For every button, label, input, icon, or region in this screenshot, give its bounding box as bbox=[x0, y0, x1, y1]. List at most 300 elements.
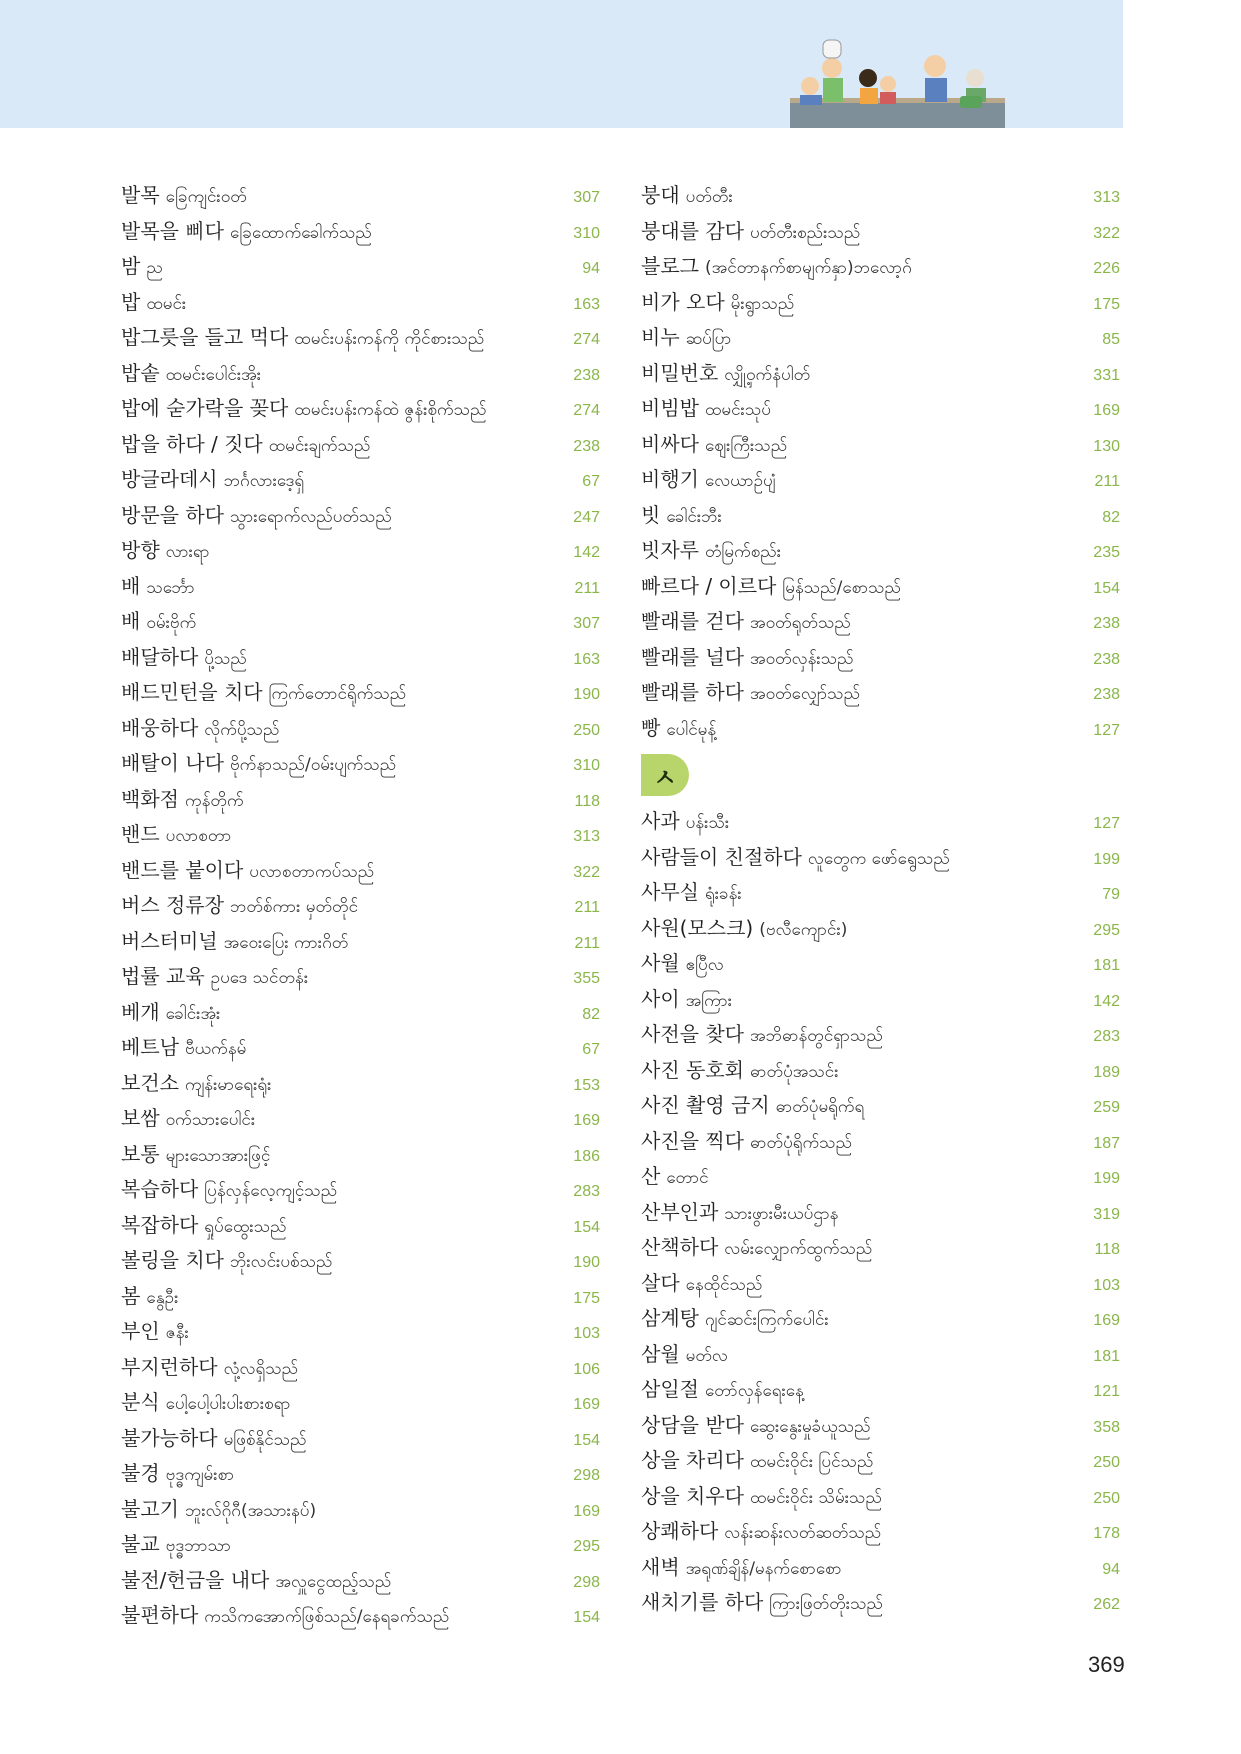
entry-page: 127 bbox=[1093, 815, 1120, 832]
index-entry bbox=[641, 982, 1120, 1018]
entry-korean: 밴드 bbox=[121, 822, 160, 846]
index-entry bbox=[121, 320, 600, 356]
entry-korean: 새치기를 하다 bbox=[641, 1590, 764, 1614]
entry-myanmar: ဗိုက်နာသည်/ဝမ်းပျက်သည် bbox=[229, 755, 397, 775]
entry-term bbox=[641, 1017, 883, 1055]
entry-page: 163 bbox=[573, 295, 600, 313]
entry-page: 295 bbox=[1093, 921, 1120, 939]
index-entry bbox=[121, 1208, 600, 1244]
entry-myanmar: ဓာတ်ပုံမရိုက်ရ bbox=[775, 1097, 865, 1117]
entry-term bbox=[641, 462, 775, 500]
entry-term bbox=[641, 1514, 881, 1552]
entry-korean: 비밀번호 bbox=[641, 360, 719, 385]
entry-myanmar: လန်းဆန်းလတ်ဆတ်သည် bbox=[724, 1523, 882, 1543]
index-entry bbox=[641, 1017, 1120, 1053]
entry-korean: 볼링을 치다 bbox=[121, 1248, 224, 1272]
entry-korean: 베개 bbox=[121, 999, 160, 1024]
entry-myanmar: ဆွေးနွေးမှုခံယူသည် bbox=[749, 1416, 871, 1437]
entry-page: 283 bbox=[573, 1183, 600, 1200]
entry-term bbox=[121, 817, 231, 855]
index-entry bbox=[641, 1088, 1120, 1124]
entry-korean: 빨래를 하다 bbox=[641, 680, 744, 704]
index-entry bbox=[641, 1230, 1120, 1266]
entry-term bbox=[121, 498, 392, 536]
entry-myanmar: အကြား bbox=[685, 990, 733, 1011]
entry-korean: 밥솥 bbox=[121, 360, 160, 385]
entry-page: 250 bbox=[573, 721, 600, 739]
index-entry bbox=[121, 1066, 600, 1102]
index-entry bbox=[121, 995, 600, 1031]
entry-myanmar: တော်လှန်ရေးနေ့ bbox=[704, 1381, 804, 1401]
index-entry bbox=[641, 946, 1120, 982]
entry-myanmar: (ဗလီကျောင်း) bbox=[759, 919, 848, 940]
entry-term bbox=[641, 356, 810, 394]
entry-page: 238 bbox=[1093, 650, 1120, 668]
entry-korean: 삼월 bbox=[641, 1341, 680, 1366]
entry-korean: 불교 bbox=[121, 1532, 160, 1556]
entry-page: 85 bbox=[1102, 331, 1120, 348]
entry-korean: 봄 bbox=[121, 1283, 141, 1308]
entry-term bbox=[641, 569, 901, 607]
entry-myanmar: ဗီယက်နမ် bbox=[184, 1039, 247, 1059]
entry-korean: 새벽 bbox=[641, 1554, 680, 1579]
entry-term bbox=[641, 711, 716, 749]
entry-myanmar: ဓာတ်ပုံအသင်း bbox=[749, 1061, 839, 1082]
entry-myanmar: ဇနီး bbox=[165, 1323, 189, 1343]
entry-term bbox=[641, 1053, 839, 1091]
index-entry bbox=[121, 746, 600, 782]
index-entry bbox=[121, 1385, 600, 1421]
index-entry bbox=[641, 320, 1120, 356]
entry-myanmar: လျှို့ဝှက်နံပါတ် bbox=[724, 364, 811, 385]
entry-term bbox=[641, 1550, 842, 1588]
index-entry bbox=[121, 1172, 600, 1208]
entry-myanmar: ဥပဒေ သင်တန်း bbox=[210, 968, 309, 988]
entry-term bbox=[641, 875, 742, 913]
entry-korean: 불고기 bbox=[121, 1496, 179, 1521]
entry-myanmar: နွေဦး bbox=[146, 1287, 179, 1308]
entry-term bbox=[641, 391, 771, 429]
entry-term bbox=[121, 1350, 298, 1388]
entry-term bbox=[641, 640, 854, 678]
entry-term bbox=[121, 711, 279, 749]
entry-korean: 빠르다 / 이르다 bbox=[641, 573, 777, 598]
entry-term bbox=[121, 249, 163, 287]
entry-term bbox=[121, 1492, 316, 1530]
index-entry bbox=[121, 675, 600, 711]
index-entry bbox=[121, 1314, 600, 1350]
entry-korean: 분식 bbox=[121, 1390, 160, 1414]
entry-term bbox=[641, 320, 731, 358]
entry-myanmar: ဝက်သားပေါင်း bbox=[165, 1110, 256, 1130]
entry-myanmar: အဝတ်လှန်းသည် bbox=[749, 648, 854, 669]
index-entry bbox=[121, 391, 600, 427]
entry-page: 118 bbox=[1094, 1241, 1120, 1258]
entry-myanmar: ထမင်းပေါင်းအိုး bbox=[165, 364, 262, 385]
index-entry bbox=[641, 675, 1120, 711]
entry-korean: 사진 촬영 금지 bbox=[641, 1093, 770, 1117]
entry-korean: 밥 bbox=[121, 289, 141, 314]
entry-page: 189 bbox=[1093, 1063, 1120, 1081]
entry-korean: 버스터미널 bbox=[121, 928, 218, 953]
index-entry bbox=[121, 1279, 600, 1315]
entry-korean: 산책하다 bbox=[641, 1235, 719, 1259]
entry-korean: 빨래를 널다 bbox=[641, 644, 744, 669]
entry-page: 121 bbox=[1093, 1383, 1120, 1400]
index-entry bbox=[641, 391, 1120, 427]
entry-myanmar: ကျန်းမာရေးရုံး bbox=[184, 1074, 272, 1095]
entry-page: 259 bbox=[1093, 1099, 1120, 1116]
index-entry bbox=[121, 1598, 600, 1634]
entry-myanmar: ပေါင်မုန့် bbox=[666, 719, 717, 740]
entry-term bbox=[641, 1159, 709, 1197]
entry-korean: 빗자루 bbox=[641, 538, 699, 562]
index-entry bbox=[121, 1243, 600, 1279]
entry-page: 154 bbox=[573, 1218, 600, 1236]
index-entry bbox=[121, 1456, 600, 1492]
entry-korean: 사과 bbox=[641, 809, 680, 833]
index-entry bbox=[641, 911, 1120, 947]
entry-term bbox=[121, 746, 396, 784]
entry-myanmar: လုံ့လရှိသည် bbox=[223, 1358, 299, 1379]
entry-page: 298 bbox=[573, 1467, 600, 1484]
entry-myanmar: ကြားဖြတ်တိုးသည် bbox=[769, 1594, 883, 1614]
entry-korean: 보쌈 bbox=[121, 1106, 160, 1130]
entry-page: 154 bbox=[1093, 579, 1120, 597]
entry-term bbox=[641, 178, 733, 216]
entry-korean: 상을 차리다 bbox=[641, 1448, 744, 1472]
entry-myanmar: ပတ်တီး bbox=[685, 187, 733, 207]
index-entry bbox=[641, 1585, 1120, 1621]
index-entry bbox=[641, 285, 1120, 321]
index-entry bbox=[641, 249, 1120, 285]
cooking-people-illustration bbox=[790, 38, 1005, 128]
entry-korean: 밴드를 붙이다 bbox=[121, 857, 244, 882]
entry-korean: 상쾌하다 bbox=[641, 1519, 719, 1543]
entry-korean: 붕대 bbox=[641, 183, 680, 207]
entry-myanmar: အဝေးပြေး ကားဂိတ် bbox=[223, 932, 349, 953]
entry-myanmar: ဘတ်စ်ကား မှတ်တိုင် bbox=[229, 897, 359, 917]
entry-page: 319 bbox=[1093, 1205, 1120, 1223]
index-entry bbox=[121, 285, 600, 321]
entry-page: 142 bbox=[573, 544, 600, 561]
index-entry bbox=[121, 427, 600, 463]
entry-myanmar: အဝတ်ရုတ်သည် bbox=[749, 613, 851, 633]
entry-page: 67 bbox=[582, 1041, 600, 1058]
entry-korean: 방글라데시 bbox=[121, 467, 218, 491]
index-entry bbox=[121, 711, 600, 747]
entry-myanmar: ထမင်းပန်းကန်ကို ကိုင်စားသည် bbox=[294, 329, 485, 349]
entry-korean: 비가 오다 bbox=[641, 289, 725, 314]
entry-page: 94 bbox=[1102, 1560, 1120, 1578]
entry-myanmar: (အင်တာနက်စာမျက်နှာ)ဘလော့ဂ် bbox=[704, 258, 912, 278]
entry-term bbox=[641, 604, 851, 642]
entry-korean: 산 bbox=[641, 1164, 661, 1188]
entry-page: 154 bbox=[573, 1431, 600, 1449]
entry-korean: 사진을 찍다 bbox=[641, 1128, 744, 1153]
entry-myanmar: ခေါင်းဘီး bbox=[666, 506, 722, 527]
index-entry bbox=[641, 1514, 1120, 1550]
entry-myanmar: ဘင်္ဂလားဒေ့ရှ် bbox=[223, 471, 305, 491]
entry-term bbox=[121, 1208, 287, 1246]
entry-korean: 비행기 bbox=[641, 467, 699, 491]
entry-term bbox=[121, 1137, 270, 1175]
entry-korean: 사이 bbox=[641, 986, 680, 1011]
entry-page: 331 bbox=[1093, 366, 1120, 384]
entry-page: 127 bbox=[1093, 721, 1120, 739]
entry-term bbox=[121, 1563, 391, 1601]
entry-myanmar: ခြေထောက်ခေါက်သည် bbox=[229, 222, 372, 243]
index-entry bbox=[641, 1266, 1120, 1302]
entry-korean: 배 bbox=[121, 609, 141, 633]
index-entry bbox=[121, 498, 600, 534]
entry-myanmar: ထမင်းဝိုင်း ပြင်သည် bbox=[749, 1452, 874, 1472]
entry-term bbox=[121, 959, 308, 997]
entry-page: 226 bbox=[1093, 260, 1120, 277]
entry-korean: 사무실 bbox=[641, 880, 699, 904]
entry-korean: 비빔밥 bbox=[641, 396, 699, 420]
entry-page: 250 bbox=[1093, 1454, 1120, 1471]
entry-term bbox=[641, 214, 860, 252]
index-entry bbox=[641, 640, 1120, 676]
index-entry bbox=[641, 533, 1120, 569]
entry-myanmar: ဝမ်းဗိုက် bbox=[146, 613, 197, 633]
index-entry bbox=[121, 782, 600, 818]
entry-page: 310 bbox=[573, 224, 600, 242]
entry-myanmar: ထမင်းသုပ် bbox=[704, 400, 771, 420]
entry-page: 175 bbox=[1093, 295, 1120, 313]
entry-korean: 배달하다 bbox=[121, 644, 199, 669]
entry-term bbox=[641, 1372, 804, 1410]
entry-myanmar: အရုဏ်ချိန်/မနက်စောစော bbox=[685, 1558, 842, 1579]
entry-myanmar: မဖြစ်နိုင်သည် bbox=[223, 1429, 307, 1450]
index-entry bbox=[121, 817, 600, 853]
entry-page: 106 bbox=[573, 1360, 600, 1378]
entry-myanmar: ဂျင်ဆင်းကြက်ပေါင်း bbox=[704, 1310, 829, 1330]
entry-myanmar: ကသိကအောက်ဖြစ်သည်/နေရခက်သည် bbox=[204, 1607, 450, 1627]
entry-korean: 복잡하다 bbox=[121, 1212, 199, 1237]
entry-term bbox=[641, 1301, 829, 1339]
index-entry bbox=[121, 959, 600, 995]
entry-term bbox=[121, 1101, 255, 1139]
entry-korean: 보건소 bbox=[121, 1070, 179, 1095]
entry-term bbox=[121, 391, 487, 429]
entry-korean: 배탈이 나다 bbox=[121, 751, 224, 775]
index-entry bbox=[121, 569, 600, 605]
entry-myanmar: ထမင်းဝိုင်း သိမ်းသည် bbox=[749, 1487, 882, 1508]
entry-page: 313 bbox=[1093, 189, 1120, 206]
entry-term bbox=[641, 911, 847, 949]
index-entry bbox=[641, 356, 1120, 392]
entry-myanmar: ဧပြီလ bbox=[685, 955, 724, 975]
entry-page: 186 bbox=[573, 1147, 600, 1165]
entry-myanmar: ရှုပ်ထွေးသည် bbox=[204, 1216, 287, 1237]
entry-term bbox=[641, 804, 729, 842]
entry-page: 154 bbox=[573, 1609, 600, 1626]
entry-page: 79 bbox=[1102, 886, 1120, 903]
entry-myanmar: အဘိဓာန်တွင်ရှာသည် bbox=[749, 1026, 883, 1046]
entry-term bbox=[641, 982, 732, 1020]
entry-myanmar: ပတ်တီးစည်းသည် bbox=[749, 222, 861, 243]
entry-term bbox=[641, 1266, 762, 1304]
entry-page: 181 bbox=[1093, 1347, 1120, 1365]
entry-term bbox=[641, 1443, 873, 1481]
entry-term bbox=[641, 1124, 852, 1162]
entry-term bbox=[121, 1066, 272, 1104]
entry-page: 67 bbox=[582, 473, 600, 490]
entry-myanmar: ဈေးကြီးသည် bbox=[704, 435, 788, 456]
entry-term bbox=[121, 1385, 290, 1423]
index-entry bbox=[641, 462, 1120, 498]
entry-myanmar: သင်္ဘော bbox=[146, 577, 195, 598]
entry-myanmar: ဆပ်ပြာ bbox=[685, 329, 732, 349]
entry-term bbox=[121, 320, 484, 358]
entry-myanmar: ပလာစတာကပ်သည် bbox=[249, 861, 375, 882]
index-entry bbox=[121, 178, 600, 214]
entry-term bbox=[641, 840, 950, 878]
entry-korean: 베트남 bbox=[121, 1035, 179, 1059]
entry-korean: 불전/헌금을 내다 bbox=[121, 1567, 270, 1592]
index-entry bbox=[121, 1030, 600, 1066]
entry-myanmar: များသောအားဖြင့် bbox=[165, 1145, 271, 1166]
index-entry bbox=[641, 604, 1120, 640]
entry-term bbox=[641, 1195, 838, 1233]
entry-term bbox=[641, 533, 781, 571]
index-entry bbox=[641, 1301, 1120, 1337]
entry-korean: 발목을 삐다 bbox=[121, 218, 224, 243]
entry-page: 235 bbox=[1093, 544, 1120, 561]
entry-term bbox=[641, 498, 722, 536]
entry-myanmar: လေယာဉ်ပျံ bbox=[704, 471, 776, 491]
entry-page: 199 bbox=[1093, 1170, 1120, 1187]
entry-term bbox=[121, 285, 186, 323]
entry-korean: 버스 정류장 bbox=[121, 893, 224, 917]
index-entry bbox=[121, 1137, 600, 1173]
entry-page: 163 bbox=[573, 650, 600, 668]
entry-myanmar: အလှူငွေထည့်သည် bbox=[275, 1571, 392, 1592]
entry-page: 178 bbox=[1093, 1525, 1120, 1542]
entry-korean: 밥그릇을 들고 먹다 bbox=[121, 325, 289, 349]
entry-page: 190 bbox=[573, 1254, 600, 1271]
entry-myanmar: ဗုဒ္ဓကျမ်းစာ bbox=[165, 1465, 235, 1485]
entry-page: 94 bbox=[582, 260, 600, 277]
entry-korean: 밥을 하다 / 짓다 bbox=[121, 431, 263, 456]
entry-korean: 비누 bbox=[641, 325, 680, 349]
entry-page: 169 bbox=[573, 1396, 600, 1413]
index-entry bbox=[641, 875, 1120, 911]
entry-page: 130 bbox=[1093, 437, 1120, 455]
entry-term bbox=[121, 1279, 178, 1317]
index-entry bbox=[121, 888, 600, 924]
entry-myanmar: ဓာတ်ပုံရိုက်သည် bbox=[749, 1132, 853, 1153]
entry-page: 355 bbox=[573, 970, 600, 987]
entry-page: 169 bbox=[1093, 1312, 1120, 1329]
index-entry bbox=[121, 853, 600, 889]
entry-page: 211 bbox=[1094, 473, 1120, 490]
entry-myanmar: နေထိုင်သည် bbox=[685, 1274, 763, 1295]
entry-myanmar: ပန်းသီး bbox=[685, 813, 730, 833]
entry-korean: 블로그 bbox=[641, 254, 699, 278]
entry-myanmar: တံမြက်စည်း bbox=[704, 542, 782, 562]
index-entry bbox=[641, 1443, 1120, 1479]
entry-myanmar: ဘိုးလင်းပစ်သည် bbox=[229, 1252, 333, 1272]
entry-korean: 산부인과 bbox=[641, 1199, 719, 1224]
entry-myanmar: ထမင်း bbox=[146, 293, 187, 314]
entry-page: 310 bbox=[573, 757, 600, 774]
entry-myanmar: ဘူးလ်ဂိုဂီ(အသားနပ်) bbox=[184, 1500, 317, 1521]
entry-term bbox=[121, 675, 406, 713]
entry-myanmar: ဗုဒ္ဓဘာသာ bbox=[165, 1536, 232, 1556]
entry-term bbox=[121, 782, 244, 820]
entry-term bbox=[121, 533, 210, 571]
index-entry bbox=[641, 427, 1120, 463]
entry-term bbox=[121, 1456, 234, 1494]
entry-term bbox=[641, 946, 724, 984]
entry-page: 199 bbox=[1093, 850, 1120, 868]
entry-myanmar: တောင် bbox=[666, 1168, 709, 1188]
entry-korean: 비싸다 bbox=[641, 431, 699, 456]
entry-korean: 복습하다 bbox=[121, 1177, 199, 1201]
entry-myanmar: ထမင်းပန်းကန်ထဲ ဇွန်းစိုက်သည် bbox=[294, 400, 487, 420]
index-entry bbox=[641, 178, 1120, 214]
index-entry bbox=[121, 1101, 600, 1137]
entry-korean: 발목 bbox=[121, 183, 160, 207]
entry-page: 250 bbox=[1093, 1489, 1120, 1507]
entry-term bbox=[121, 1172, 337, 1210]
entry-page: 313 bbox=[573, 828, 600, 845]
entry-korean: 빨래를 걷다 bbox=[641, 609, 744, 633]
entry-myanmar: ည bbox=[146, 258, 163, 278]
entry-term bbox=[641, 675, 860, 713]
entry-term bbox=[121, 1598, 449, 1636]
entry-korean: 불편하다 bbox=[121, 1603, 199, 1627]
section-header-siot: ㅅ bbox=[641, 754, 689, 796]
entry-myanmar: မြန်သည်/စောသည် bbox=[782, 577, 901, 598]
entry-page: 211 bbox=[574, 899, 600, 916]
entry-page: 187 bbox=[1093, 1134, 1120, 1152]
index-column-left bbox=[121, 178, 600, 1634]
entry-page: 322 bbox=[573, 863, 600, 881]
index-entry bbox=[641, 1053, 1120, 1089]
entry-korean: 빵 bbox=[641, 715, 661, 740]
index-entry bbox=[121, 924, 600, 960]
entry-korean: 빗 bbox=[641, 502, 661, 527]
entry-korean: 불경 bbox=[121, 1461, 160, 1485]
entry-page: 118 bbox=[574, 792, 600, 810]
index-entry bbox=[121, 533, 600, 569]
entry-myanmar: အဝတ်လျှော်သည် bbox=[749, 684, 861, 704]
index-entry bbox=[641, 1479, 1120, 1515]
entry-term bbox=[121, 214, 372, 252]
entry-myanmar: ခေါင်းအုံး bbox=[165, 1003, 221, 1024]
entry-term bbox=[121, 1030, 246, 1068]
index-column-right bbox=[641, 178, 1120, 1621]
entry-page: 358 bbox=[1093, 1418, 1120, 1436]
index-entry bbox=[641, 498, 1120, 534]
entry-korean: 밤 bbox=[121, 254, 141, 278]
entry-korean: 붕대를 감다 bbox=[641, 218, 744, 243]
entry-term bbox=[641, 249, 912, 287]
index-entry bbox=[121, 249, 600, 285]
entry-term bbox=[121, 853, 374, 891]
entry-korean: 방문을 하다 bbox=[121, 502, 224, 527]
entry-myanmar: ထမင်းချက်သည် bbox=[268, 435, 371, 456]
entry-term bbox=[121, 888, 358, 926]
entry-page: 169 bbox=[573, 1112, 600, 1129]
entry-page: 238 bbox=[573, 366, 600, 384]
entry-korean: 살다 bbox=[641, 1270, 680, 1295]
entry-page: 274 bbox=[573, 402, 600, 419]
